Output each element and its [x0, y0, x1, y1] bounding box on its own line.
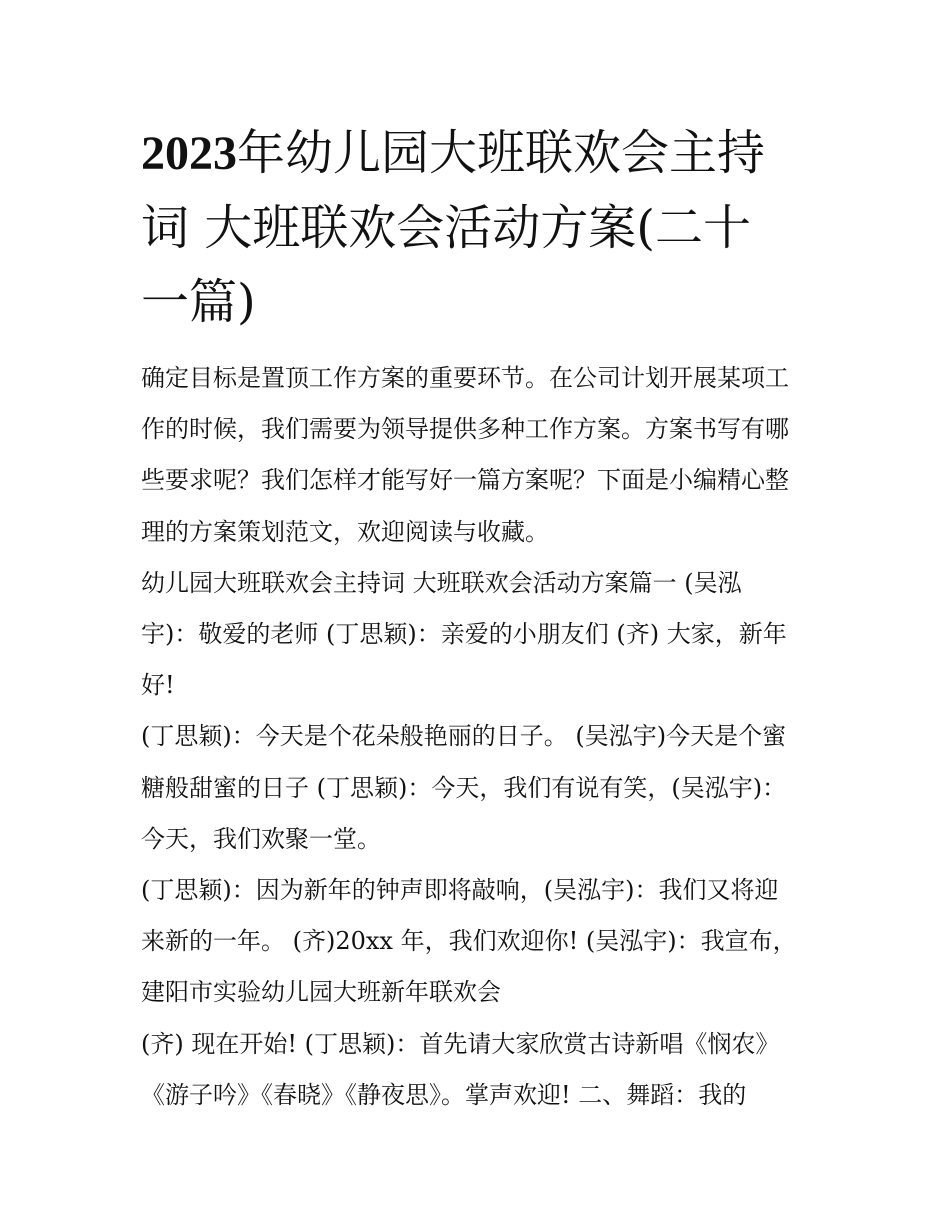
text-line: 宇)：敬爱的老师 (丁思颖)：亲爱的小朋友们 (齐) 大家，新年	[141, 620, 787, 649]
text-line: 确定目标是置顶工作方案的重要环节。在公司计划开展某项工	[141, 364, 789, 392]
text-line: 今天，我们欢聚一堂。	[141, 824, 381, 853]
title-line-2: 词 大班联欢会活动方案(二十	[141, 200, 751, 256]
text-line: 些要求呢？我们怎样才能写好一篇方案呢？下面是小编精心整	[141, 466, 789, 495]
paragraph-dialogue-3	[141, 1019, 821, 1121]
title-line-1	[141, 116, 821, 191]
text-line: (齐) 现在开始! (丁思颖)：首先请大家欣赏古诗新唱《悯农》	[141, 1029, 780, 1058]
text-line: 糖般甜蜜的日子 (丁思颖)：今天，我们有说有笑，(吴泓宇)：	[141, 773, 787, 802]
text-line: 好!	[141, 671, 175, 700]
paragraph-dialogue-2	[141, 865, 821, 1019]
text-line: 作的时候，我们需要为领导提供多种工作方案。方案书写有哪	[141, 415, 789, 444]
text-line: 来新的一年。 (齐)20xx 年，我们欢迎你! (吴泓宇)：我宣布，	[141, 927, 797, 956]
text-line: 《游子吟》《春晓》《静夜思》。掌声欢迎! 二、舞蹈：我的	[141, 1080, 747, 1109]
document-body	[141, 353, 821, 1121]
text-line: 理的方案策划范文，欢迎阅读与收藏。	[141, 517, 549, 546]
document-title	[141, 116, 821, 339]
text-line: (丁思颖)：今天是个花朵般艳丽的日子。 (吴泓宇)今天是个蜜	[141, 722, 787, 751]
text-line: 建阳市实验幼儿园大班新年联欢会	[141, 978, 501, 1007]
title-line-3: 一篇)	[141, 274, 256, 330]
paragraph-intro	[141, 353, 821, 558]
title-line-1-text: 年幼儿园大班联欢会主持	[237, 125, 766, 181]
text-line: (丁思颖)：因为新年的钟声即将敲响，(吴泓宇)：我们又将迎	[141, 876, 779, 905]
paragraph-dialogue-1	[141, 711, 821, 865]
paragraph-opening	[141, 558, 821, 712]
text-line: 幼儿园大班联欢会主持词 大班联欢会活动方案篇一 (吴泓	[141, 568, 742, 597]
title-year: 2023	[141, 127, 237, 180]
